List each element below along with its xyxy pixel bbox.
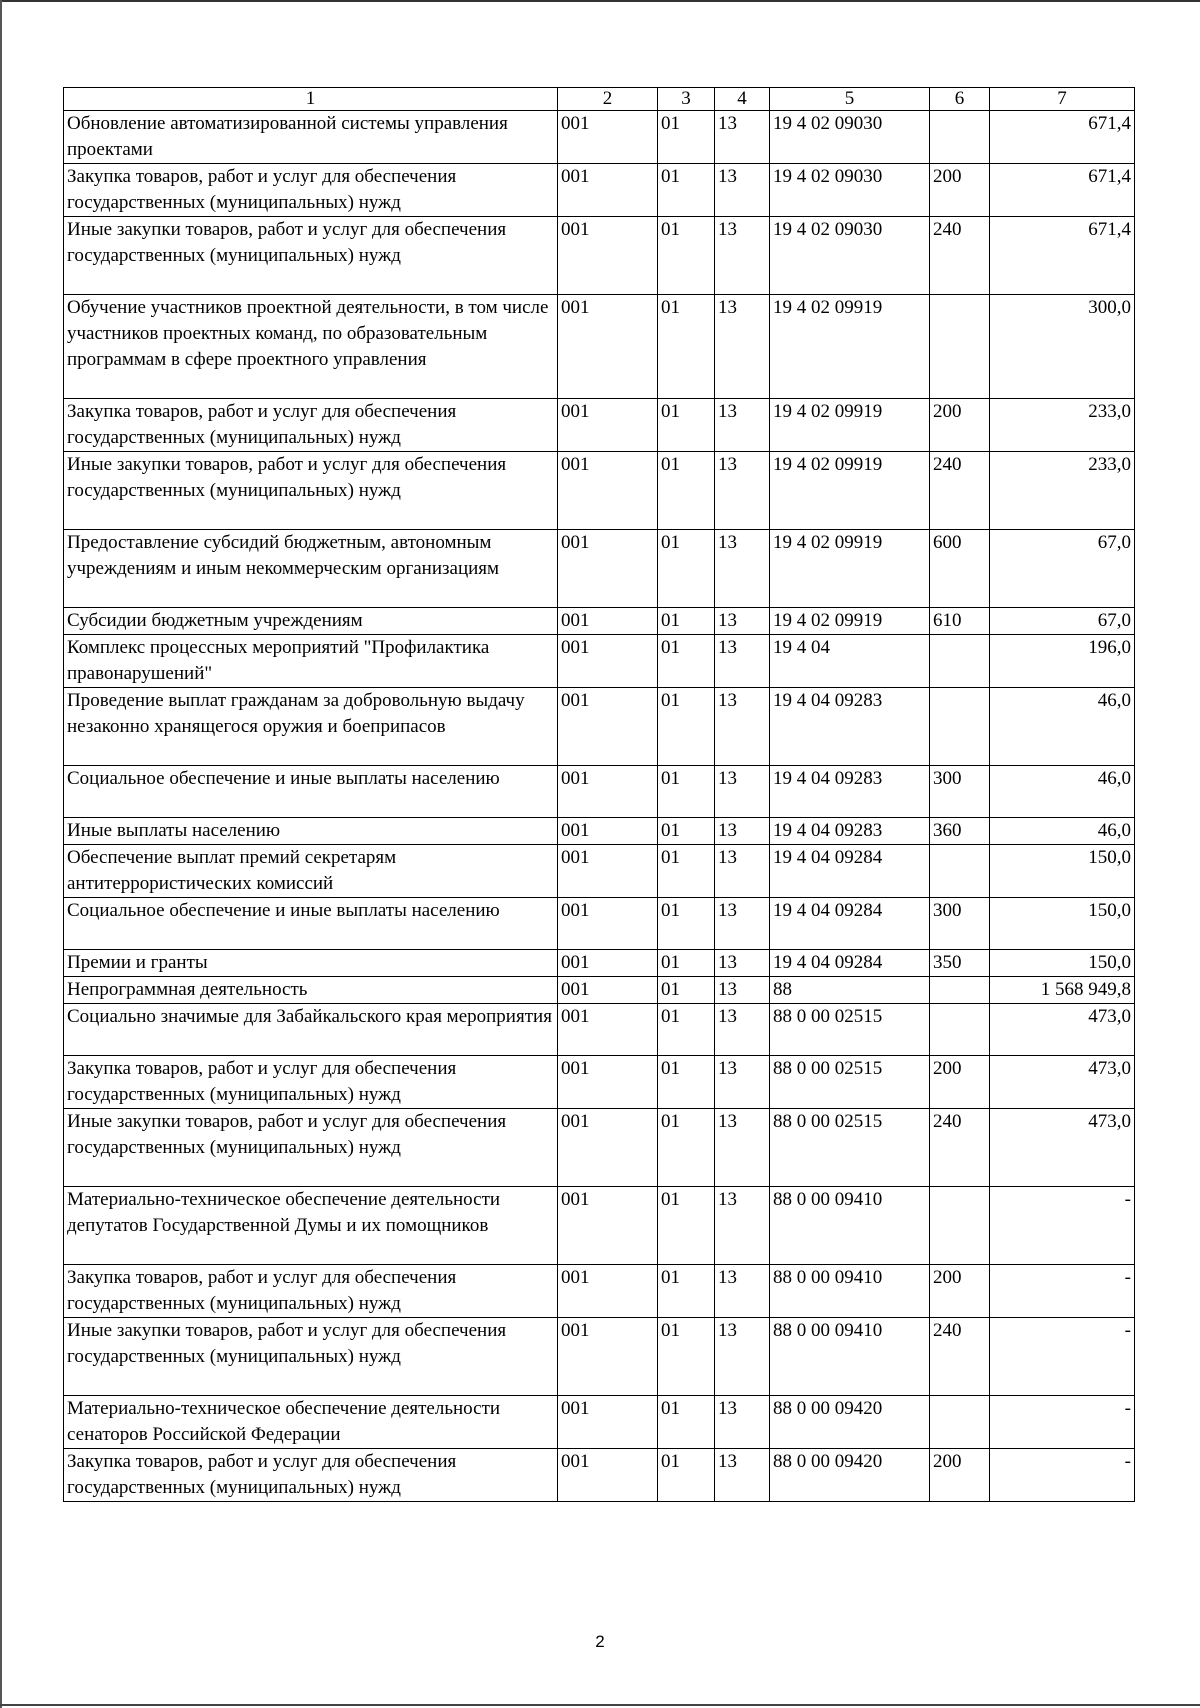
table-row bbox=[64, 688, 1135, 766]
row-amount-cell: 671,4 bbox=[990, 217, 1135, 295]
row-name-cell: Закупка товаров, работ и услуг для обеспечения государственных (муниципальных) нужд bbox=[64, 1449, 558, 1502]
row-target-article-cell: 19 4 02 09919 bbox=[770, 608, 930, 635]
row-target-article-cell: 19 4 02 09919 bbox=[770, 452, 930, 530]
row-target-article-cell: 19 4 04 09284 bbox=[770, 950, 930, 977]
row-target-article-cell: 88 0 00 02515 bbox=[770, 1109, 930, 1187]
table-row bbox=[64, 164, 1135, 217]
row-expense-type-cell bbox=[930, 635, 990, 688]
row-target-article-cell: 88 0 00 09410 bbox=[770, 1265, 930, 1318]
row-amount-cell: 150,0 bbox=[990, 898, 1135, 950]
table-row bbox=[64, 818, 1135, 845]
row-subsection-cell: 13 bbox=[715, 164, 770, 217]
row-code-cell: 001 bbox=[558, 1109, 658, 1187]
header-col-7: 7 bbox=[990, 88, 1135, 111]
row-target-article-cell: 19 4 04 09284 bbox=[770, 898, 930, 950]
row-target-article-cell: 19 4 02 09919 bbox=[770, 530, 930, 608]
row-amount-cell: 150,0 bbox=[990, 950, 1135, 977]
row-target-article-cell: 19 4 04 09283 bbox=[770, 766, 930, 818]
row-name-cell: Иные закупки товаров, работ и услуг для обеспечения государственных (муниципальных) нужд bbox=[64, 217, 558, 295]
row-name-cell: Социальное обеспечение и иные выплаты населению bbox=[64, 766, 558, 818]
row-code-cell: 001 bbox=[558, 950, 658, 977]
row-expense-type-cell: 240 bbox=[930, 1109, 990, 1187]
table-row bbox=[64, 766, 1135, 818]
row-name-cell: Закупка товаров, работ и услуг для обеспечения государственных (муниципальных) нужд bbox=[64, 1056, 558, 1109]
table-row bbox=[64, 1318, 1135, 1396]
row-target-article-cell: 88 0 00 02515 bbox=[770, 1004, 930, 1056]
row-code-cell: 001 bbox=[558, 1318, 658, 1396]
row-name-cell: Материально-техническое обеспечение деятельности сенаторов Российской Федерации bbox=[64, 1396, 558, 1449]
row-subsection-cell: 13 bbox=[715, 635, 770, 688]
header-row bbox=[64, 88, 1135, 111]
row-amount-cell: 67,0 bbox=[990, 608, 1135, 635]
row-subsection-cell: 13 bbox=[715, 530, 770, 608]
row-expense-type-cell bbox=[930, 845, 990, 898]
row-expense-type-cell: 360 bbox=[930, 818, 990, 845]
row-subsection-cell: 13 bbox=[715, 608, 770, 635]
row-subsection-cell: 13 bbox=[715, 977, 770, 1004]
row-expense-type-cell: 200 bbox=[930, 399, 990, 452]
row-name-cell: Комплекс процессных мероприятий "Профилактика правонарушений" bbox=[64, 635, 558, 688]
row-expense-type-cell: 240 bbox=[930, 217, 990, 295]
row-expense-type-cell: 600 bbox=[930, 530, 990, 608]
row-section-cell: 01 bbox=[658, 766, 715, 818]
row-expense-type-cell: 240 bbox=[930, 1318, 990, 1396]
row-section-cell: 01 bbox=[658, 1109, 715, 1187]
row-section-cell: 01 bbox=[658, 608, 715, 635]
row-expense-type-cell bbox=[930, 111, 990, 164]
row-name-cell: Иные закупки товаров, работ и услуг для обеспечения государственных (муниципальных) нужд bbox=[64, 452, 558, 530]
table-row bbox=[64, 530, 1135, 608]
row-amount-cell: - bbox=[990, 1396, 1135, 1449]
row-section-cell: 01 bbox=[658, 1187, 715, 1265]
row-subsection-cell: 13 bbox=[715, 818, 770, 845]
row-name-cell: Социальное обеспечение и иные выплаты населению bbox=[64, 898, 558, 950]
table-row bbox=[64, 399, 1135, 452]
row-expense-type-cell: 200 bbox=[930, 1265, 990, 1318]
row-amount-cell: 67,0 bbox=[990, 530, 1135, 608]
row-subsection-cell: 13 bbox=[715, 111, 770, 164]
row-name-cell: Непрограммная деятельность bbox=[64, 977, 558, 1004]
row-target-article-cell: 19 4 02 09919 bbox=[770, 295, 930, 399]
row-section-cell: 01 bbox=[658, 845, 715, 898]
table-row bbox=[64, 1109, 1135, 1187]
table-row bbox=[64, 1265, 1135, 1318]
row-target-article-cell: 88 0 00 09410 bbox=[770, 1318, 930, 1396]
row-name-cell: Иные закупки товаров, работ и услуг для обеспечения государственных (муниципальных) нужд bbox=[64, 1318, 558, 1396]
row-section-cell: 01 bbox=[658, 977, 715, 1004]
row-section-cell: 01 bbox=[658, 1004, 715, 1056]
row-subsection-cell: 13 bbox=[715, 950, 770, 977]
row-code-cell: 001 bbox=[558, 845, 658, 898]
row-target-article-cell: 88 0 00 02515 bbox=[770, 1056, 930, 1109]
row-subsection-cell: 13 bbox=[715, 898, 770, 950]
scan-border-top bbox=[0, 0, 1200, 2]
row-code-cell: 001 bbox=[558, 452, 658, 530]
row-subsection-cell: 13 bbox=[715, 1396, 770, 1449]
row-subsection-cell: 13 bbox=[715, 688, 770, 766]
table-row bbox=[64, 217, 1135, 295]
row-section-cell: 01 bbox=[658, 530, 715, 608]
row-amount-cell: - bbox=[990, 1187, 1135, 1265]
row-expense-type-cell bbox=[930, 1187, 990, 1265]
row-code-cell: 001 bbox=[558, 1056, 658, 1109]
row-code-cell: 001 bbox=[558, 608, 658, 635]
table-row bbox=[64, 635, 1135, 688]
row-code-cell: 001 bbox=[558, 1187, 658, 1265]
row-name-cell: Обеспечение выплат премий секретарям антитеррористических комиссий bbox=[64, 845, 558, 898]
header-col-3: 3 bbox=[658, 88, 715, 111]
row-expense-type-cell bbox=[930, 1396, 990, 1449]
row-expense-type-cell bbox=[930, 1004, 990, 1056]
row-target-article-cell: 19 4 04 09284 bbox=[770, 845, 930, 898]
row-section-cell: 01 bbox=[658, 1396, 715, 1449]
row-name-cell: Иные закупки товаров, работ и услуг для обеспечения государственных (муниципальных) нужд bbox=[64, 1109, 558, 1187]
row-subsection-cell: 13 bbox=[715, 295, 770, 399]
row-code-cell: 001 bbox=[558, 164, 658, 217]
row-target-article-cell: 88 bbox=[770, 977, 930, 1004]
row-expense-type-cell bbox=[930, 295, 990, 399]
row-code-cell: 001 bbox=[558, 688, 658, 766]
row-amount-cell: 671,4 bbox=[990, 164, 1135, 217]
row-subsection-cell: 13 bbox=[715, 1004, 770, 1056]
row-amount-cell: 300,0 bbox=[990, 295, 1135, 399]
table-row bbox=[64, 1187, 1135, 1265]
row-expense-type-cell bbox=[930, 977, 990, 1004]
row-section-cell: 01 bbox=[658, 111, 715, 164]
header-col-2: 2 bbox=[558, 88, 658, 111]
row-expense-type-cell: 200 bbox=[930, 164, 990, 217]
row-name-cell: Закупка товаров, работ и услуг для обеспечения государственных (муниципальных) нужд bbox=[64, 399, 558, 452]
row-target-article-cell: 19 4 02 09919 bbox=[770, 399, 930, 452]
row-subsection-cell: 13 bbox=[715, 766, 770, 818]
table-row bbox=[64, 1449, 1135, 1502]
row-name-cell: Закупка товаров, работ и услуг для обеспечения государственных (муниципальных) нужд bbox=[64, 164, 558, 217]
table-row bbox=[64, 1056, 1135, 1109]
row-subsection-cell: 13 bbox=[715, 1109, 770, 1187]
row-name-cell: Иные выплаты населению bbox=[64, 818, 558, 845]
row-name-cell: Социально значимые для Забайкальского края мероприятия bbox=[64, 1004, 558, 1056]
row-expense-type-cell: 200 bbox=[930, 1449, 990, 1502]
header-col-4: 4 bbox=[715, 88, 770, 111]
row-subsection-cell: 13 bbox=[715, 845, 770, 898]
row-amount-cell: 46,0 bbox=[990, 766, 1135, 818]
table-row bbox=[64, 845, 1135, 898]
row-section-cell: 01 bbox=[658, 452, 715, 530]
row-amount-cell: 1 568 949,8 bbox=[990, 977, 1135, 1004]
row-section-cell: 01 bbox=[658, 1265, 715, 1318]
table-row bbox=[64, 950, 1135, 977]
row-section-cell: 01 bbox=[658, 818, 715, 845]
row-amount-cell: 473,0 bbox=[990, 1004, 1135, 1056]
row-name-cell: Материально-техническое обеспечение деятельности депутатов Государственной Думы и их помощников bbox=[64, 1187, 558, 1265]
row-section-cell: 01 bbox=[658, 1318, 715, 1396]
row-subsection-cell: 13 bbox=[715, 452, 770, 530]
row-code-cell: 001 bbox=[558, 530, 658, 608]
row-amount-cell: 473,0 bbox=[990, 1056, 1135, 1109]
row-section-cell: 01 bbox=[658, 295, 715, 399]
row-code-cell: 001 bbox=[558, 818, 658, 845]
row-target-article-cell: 88 0 00 09420 bbox=[770, 1449, 930, 1502]
row-target-article-cell: 19 4 04 bbox=[770, 635, 930, 688]
row-code-cell: 001 bbox=[558, 977, 658, 1004]
row-subsection-cell: 13 bbox=[715, 399, 770, 452]
row-code-cell: 001 bbox=[558, 1004, 658, 1056]
row-name-cell: Предоставление субсидий бюджетным, автономным учреждениям и иным некоммерческим организациям bbox=[64, 530, 558, 608]
row-section-cell: 01 bbox=[658, 217, 715, 295]
scan-border-bottom bbox=[0, 1704, 1200, 1706]
row-section-cell: 01 bbox=[658, 399, 715, 452]
row-expense-type-cell bbox=[930, 688, 990, 766]
table-row bbox=[64, 452, 1135, 530]
row-amount-cell: - bbox=[990, 1449, 1135, 1502]
row-target-article-cell: 19 4 02 09030 bbox=[770, 217, 930, 295]
row-amount-cell: 196,0 bbox=[990, 635, 1135, 688]
row-expense-type-cell: 200 bbox=[930, 1056, 990, 1109]
row-expense-type-cell: 240 bbox=[930, 452, 990, 530]
row-amount-cell: - bbox=[990, 1265, 1135, 1318]
row-section-cell: 01 bbox=[658, 950, 715, 977]
row-amount-cell: 473,0 bbox=[990, 1109, 1135, 1187]
row-amount-cell: 150,0 bbox=[990, 845, 1135, 898]
table-row bbox=[64, 977, 1135, 1004]
row-amount-cell: - bbox=[990, 1318, 1135, 1396]
row-expense-type-cell: 300 bbox=[930, 898, 990, 950]
row-code-cell: 001 bbox=[558, 217, 658, 295]
header-col-5: 5 bbox=[770, 88, 930, 111]
row-target-article-cell: 19 4 04 09283 bbox=[770, 818, 930, 845]
row-name-cell: Закупка товаров, работ и услуг для обеспечения государственных (муниципальных) нужд bbox=[64, 1265, 558, 1318]
table-row bbox=[64, 295, 1135, 399]
row-code-cell: 001 bbox=[558, 399, 658, 452]
row-code-cell: 001 bbox=[558, 1449, 658, 1502]
row-subsection-cell: 13 bbox=[715, 1318, 770, 1396]
row-section-cell: 01 bbox=[658, 898, 715, 950]
row-section-cell: 01 bbox=[658, 1449, 715, 1502]
row-target-article-cell: 19 4 04 09283 bbox=[770, 688, 930, 766]
row-amount-cell: 671,4 bbox=[990, 111, 1135, 164]
row-code-cell: 001 bbox=[558, 1396, 658, 1449]
table-row bbox=[64, 1396, 1135, 1449]
header-col-6: 6 bbox=[930, 88, 990, 111]
row-code-cell: 001 bbox=[558, 1265, 658, 1318]
row-subsection-cell: 13 bbox=[715, 1056, 770, 1109]
row-code-cell: 001 bbox=[558, 766, 658, 818]
row-amount-cell: 46,0 bbox=[990, 818, 1135, 845]
table-row bbox=[64, 608, 1135, 635]
table-row bbox=[64, 111, 1135, 164]
row-amount-cell: 233,0 bbox=[990, 452, 1135, 530]
row-expense-type-cell: 300 bbox=[930, 766, 990, 818]
table-row bbox=[64, 1004, 1135, 1056]
row-section-cell: 01 bbox=[658, 1056, 715, 1109]
budget-table bbox=[63, 87, 1135, 1502]
row-section-cell: 01 bbox=[658, 635, 715, 688]
row-name-cell: Обучение участников проектной деятельности, в том числе участников проектных команд, по образовательным программам в сфере проектного управления bbox=[64, 295, 558, 399]
row-code-cell: 001 bbox=[558, 295, 658, 399]
row-subsection-cell: 13 bbox=[715, 1265, 770, 1318]
header-col-1: 1 bbox=[64, 88, 558, 111]
scan-border-left bbox=[0, 0, 2, 1708]
row-target-article-cell: 19 4 02 09030 bbox=[770, 111, 930, 164]
row-name-cell: Обновление автоматизированной системы управления проектами bbox=[64, 111, 558, 164]
row-name-cell: Субсидии бюджетным учреждениям bbox=[64, 608, 558, 635]
row-name-cell: Премии и гранты bbox=[64, 950, 558, 977]
page-number: 2 bbox=[595, 1632, 605, 1651]
row-amount-cell: 233,0 bbox=[990, 399, 1135, 452]
row-code-cell: 001 bbox=[558, 111, 658, 164]
row-code-cell: 001 bbox=[558, 635, 658, 688]
row-code-cell: 001 bbox=[558, 898, 658, 950]
row-subsection-cell: 13 bbox=[715, 217, 770, 295]
row-expense-type-cell: 350 bbox=[930, 950, 990, 977]
table-row bbox=[64, 898, 1135, 950]
row-target-article-cell: 19 4 02 09030 bbox=[770, 164, 930, 217]
row-amount-cell: 46,0 bbox=[990, 688, 1135, 766]
row-expense-type-cell: 610 bbox=[930, 608, 990, 635]
row-name-cell: Проведение выплат гражданам за добровольную выдачу незаконно хранящегося оружия и боеприпасов bbox=[64, 688, 558, 766]
row-subsection-cell: 13 bbox=[715, 1449, 770, 1502]
row-section-cell: 01 bbox=[658, 164, 715, 217]
row-target-article-cell: 88 0 00 09420 bbox=[770, 1396, 930, 1449]
row-section-cell: 01 bbox=[658, 688, 715, 766]
row-target-article-cell: 88 0 00 09410 bbox=[770, 1187, 930, 1265]
row-subsection-cell: 13 bbox=[715, 1187, 770, 1265]
